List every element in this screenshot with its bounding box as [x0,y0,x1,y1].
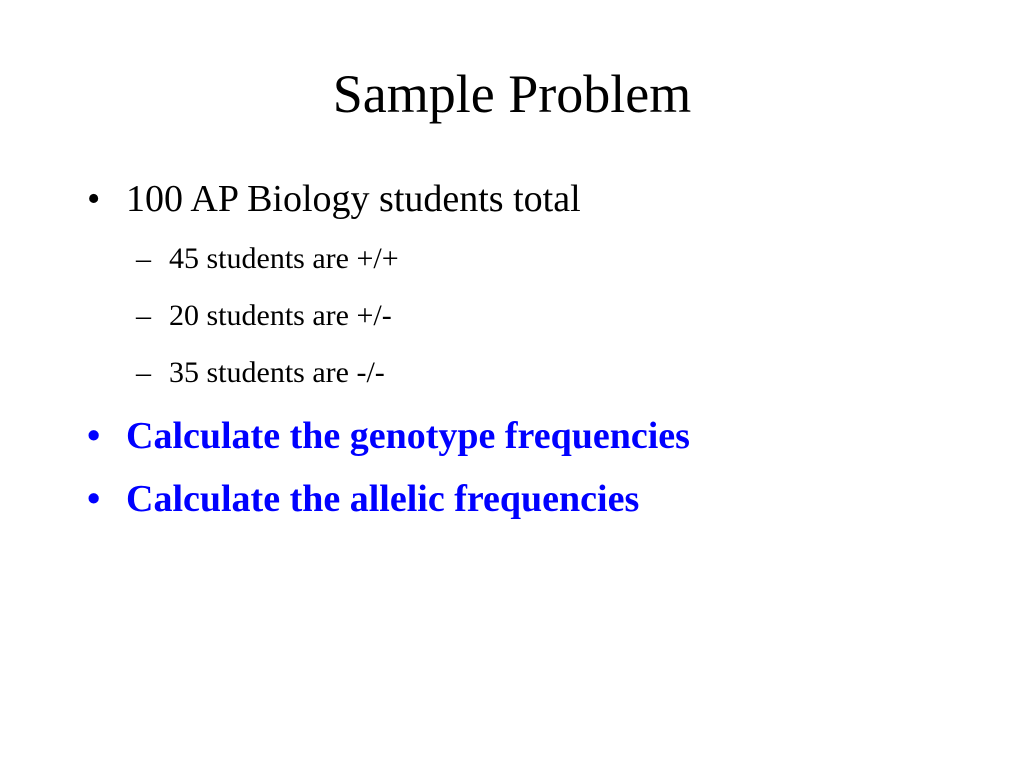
bullet-marker: • [87,178,101,220]
dash-marker: – [136,242,151,275]
slide-title: Sample Problem [332,64,692,124]
sub-item-text: 20 students are +/- [169,299,392,332]
bullet-text: 100 AP Biology students total [126,178,581,220]
sub-item-homozygous-recessive [136,355,385,391]
bullet-text: Calculate the genotype frequencies [126,415,690,457]
bullet-text: Calculate the allelic frequencies [126,478,640,520]
sub-item-text: 45 students are +/+ [169,242,399,275]
dash-marker: – [136,356,151,389]
dash-marker: – [136,299,151,332]
bullet-marker: • [87,478,101,520]
task-genotype-frequencies [87,414,690,458]
sub-item-heterozygous [136,298,392,334]
bullet-item-total-students [87,177,581,221]
task-allelic-frequencies [87,477,640,521]
sub-item-text: 35 students are -/- [169,356,385,389]
bullet-marker: • [87,415,101,457]
sub-item-homozygous-dominant [136,241,399,277]
